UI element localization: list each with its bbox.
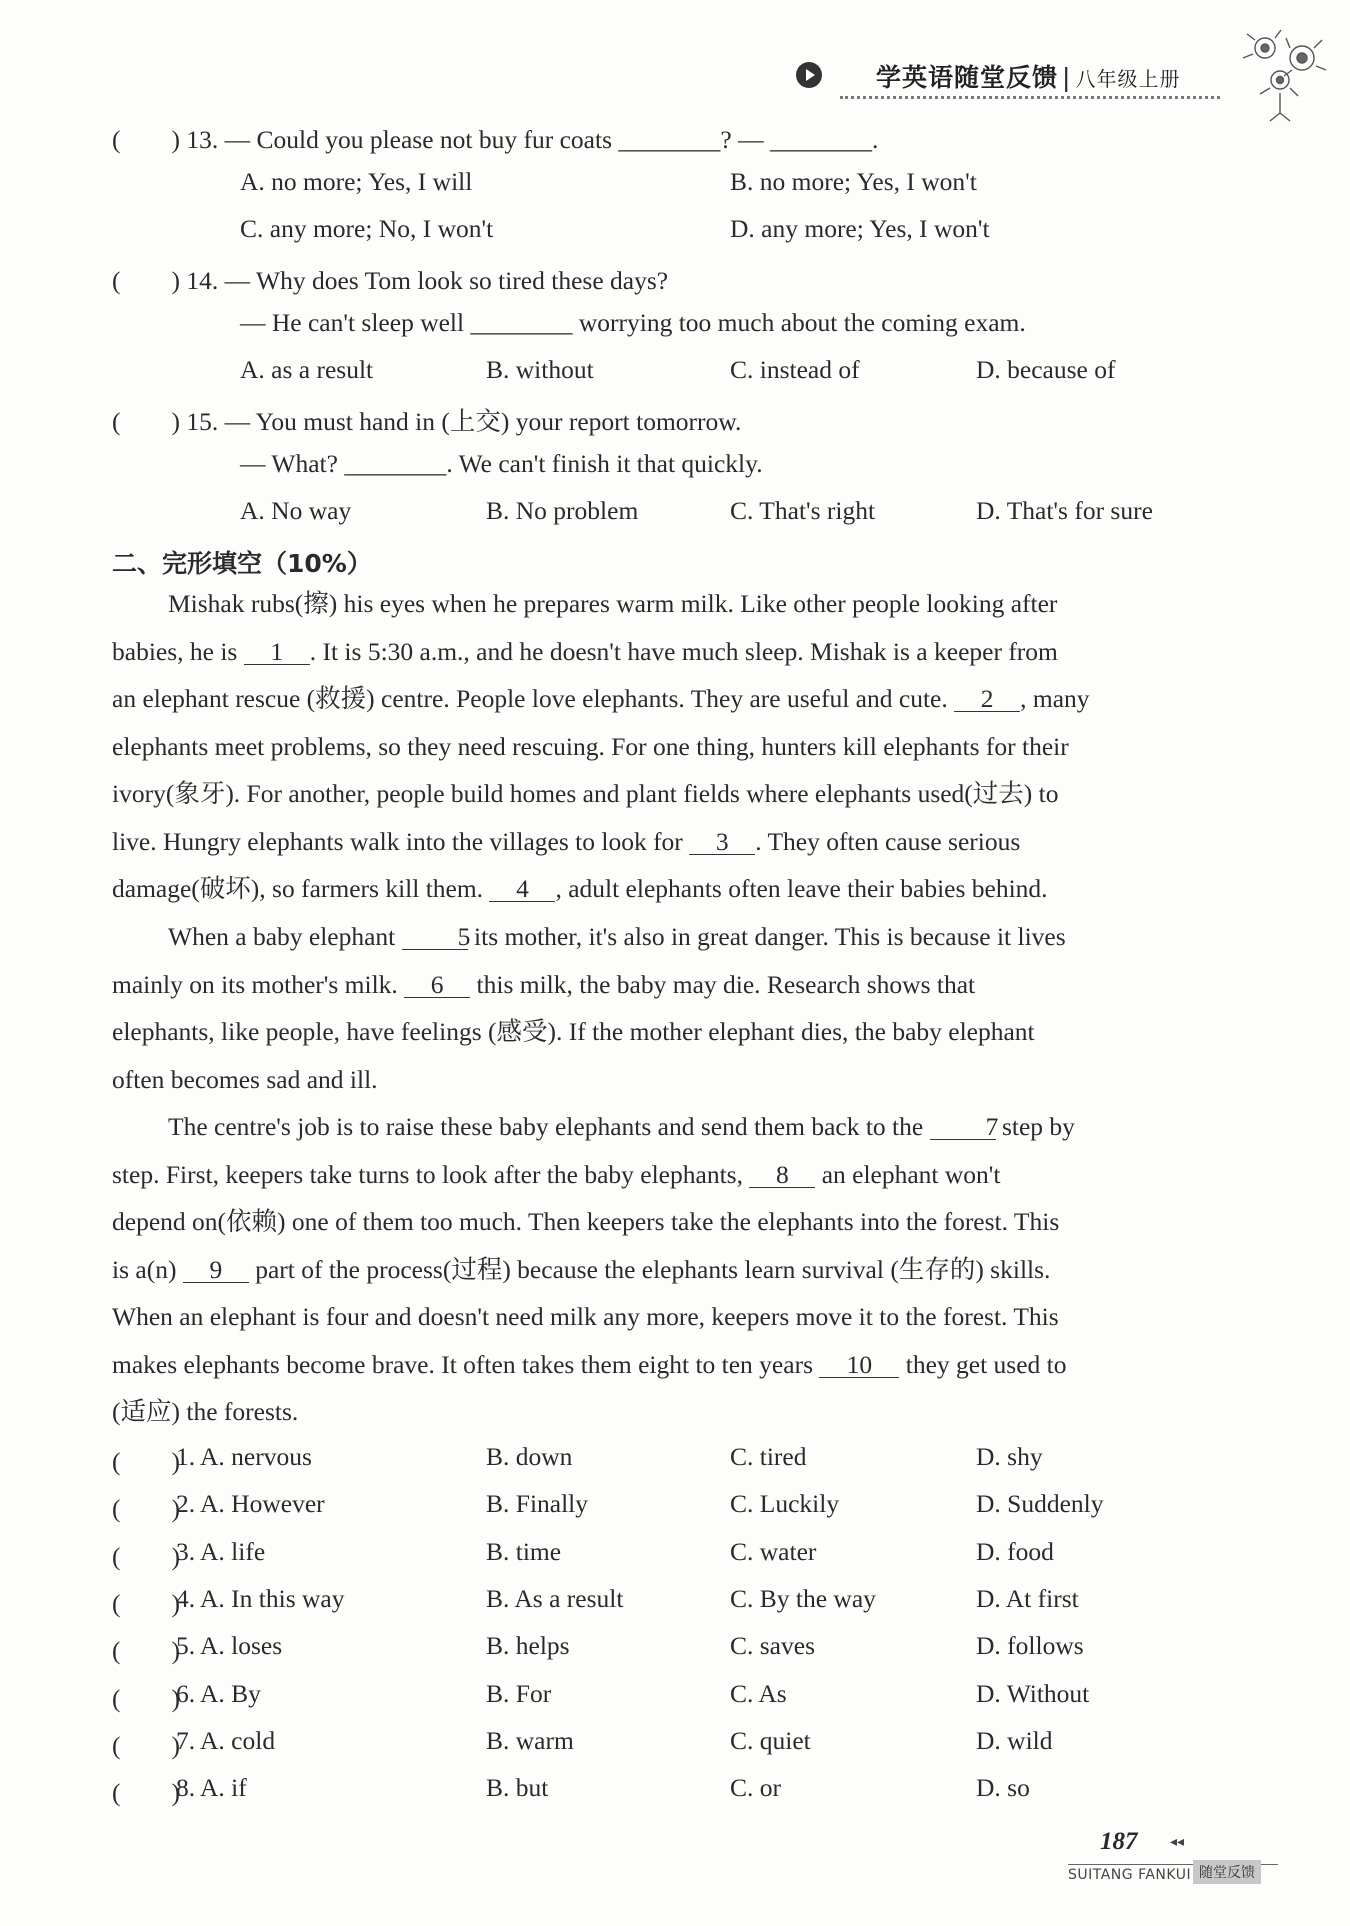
question-number: 14. (186, 266, 219, 295)
question-text: — Could you please not buy fur coats (224, 125, 619, 154)
passage-text: , adult elephants often leave their babies behind. (555, 874, 1048, 903)
question-number: 1. (176, 1442, 196, 1471)
question-text: . We can't finish it that quickly. (446, 449, 763, 478)
option-a: A. no more; Yes, I will (240, 167, 473, 196)
passage-text: The centre's job is to raise these baby elephants and send them back to the (168, 1112, 930, 1141)
question-text: — What? (240, 449, 345, 478)
passage-text: step. First, keepers take turns to look after the baby elephants, (112, 1159, 750, 1189)
passage-line: often becomes sad and ill. (112, 1064, 378, 1094)
cloze-blank-5[interactable]: 5 (402, 925, 468, 950)
cloze-blank-2[interactable]: 2 (954, 687, 1020, 712)
answer-paren[interactable]: ( ) (112, 1494, 180, 1524)
option-a: A. as a result (240, 355, 374, 384)
option-d: D. That's for sure (976, 496, 1153, 525)
page-header (790, 48, 1220, 108)
question-number: 4. (176, 1583, 196, 1613)
question-number: 8. (176, 1773, 196, 1803)
passage-text: an elephant rescue (救援) centre. People love elephants. They are useful and cute. (112, 684, 955, 713)
question-14 (112, 261, 668, 297)
passage-line: elephants, like people, have feelings (感受). If the mother elephant dies, the baby elephant (112, 1017, 1035, 1046)
option-d: D. so (976, 1773, 1030, 1803)
passage-line: (适应) the forests. (112, 1397, 299, 1426)
option-d: D. food (976, 1536, 1054, 1566)
passage-text: part of the process(过程) because the elephants learn survival (生存的) skills. (248, 1254, 1051, 1284)
section-title: 二、完形填空（10%） (112, 549, 372, 578)
option-c: C. saves (730, 1631, 815, 1661)
passage-text: live. Hungry elephants walk into the villages to look for (112, 826, 690, 856)
option-d: D. At first (976, 1583, 1079, 1613)
passage-line: depend on(依赖) one of them too much. Then keepers take the elephants into the forest. This (112, 1207, 1060, 1236)
option-b: B. no more; Yes, I won't (730, 167, 977, 196)
question-text: . (871, 125, 879, 154)
question-number: 6. (176, 1678, 196, 1708)
question-text: — He can't sleep well (240, 308, 471, 337)
question-number: 3. (176, 1536, 196, 1566)
answer-blank: ________ (470, 308, 573, 337)
option-a: A. life (200, 1536, 266, 1566)
answer-blank: ________ (618, 125, 721, 154)
option-b: B. but (486, 1773, 549, 1803)
option-b: B. warm (486, 1725, 574, 1755)
option-b: B. For (486, 1678, 552, 1708)
option-a: A. nervous (200, 1442, 312, 1471)
passage-line: ivory(象牙). For another, people build homes and plant fields where elephants used(过去) to (112, 779, 1059, 808)
option-c: C. By the way (730, 1583, 876, 1613)
passage-text: damage(破坏), so farmers kill them. (112, 874, 490, 903)
cloze-blank-8[interactable]: 8 (749, 1163, 815, 1188)
cloze-blank-9[interactable]: 9 (183, 1258, 249, 1283)
passage-line (112, 961, 1242, 1009)
question-text: — You must hand in (上交) your report tomorrow. (224, 407, 742, 436)
passage-text: its mother, it's also in great danger. This is because it lives (467, 922, 1066, 951)
option-b: B. Finally (486, 1489, 589, 1519)
dotted-rule (840, 96, 1220, 99)
passage-text: . It is 5:30 a.m., and he doesn't have much sleep. Mishak is a keeper from (309, 636, 1058, 666)
option-c: C. instead of (730, 355, 860, 384)
question-15 (112, 402, 741, 438)
option-b: B. without (486, 355, 594, 384)
question-number: 7. (176, 1725, 196, 1755)
passage-line: When an elephant is four and doesn't need milk any more, keepers move it to the forest. This (112, 1302, 1059, 1331)
header-title (876, 58, 1180, 94)
option-d: D. wild (976, 1725, 1053, 1755)
option-d: D. follows (976, 1631, 1084, 1661)
option-b: B. down (486, 1442, 573, 1471)
answer-paren[interactable]: ( ) (112, 1636, 180, 1666)
cloze-blank-3[interactable]: 3 (689, 830, 755, 855)
option-c: C. That's right (730, 496, 876, 525)
answer-paren[interactable]: ( ) (112, 266, 180, 295)
passage-line (112, 628, 1242, 676)
cloze-blank-1[interactable]: 1 (244, 640, 310, 665)
cloze-blank-6[interactable]: 6 (404, 973, 470, 998)
option-a: A. By (200, 1678, 261, 1708)
option-b: B. As a result (486, 1583, 624, 1613)
passage-text: , many (1020, 684, 1090, 713)
cloze-blank-10[interactable]: 10 (819, 1353, 899, 1378)
arrow-left-icon: ◂◂ (1170, 1835, 1185, 1850)
passage-text: step by (995, 1112, 1075, 1141)
passage-text: babies, he is (112, 636, 244, 666)
answer-paren[interactable]: ( ) (112, 125, 180, 154)
option-c: C. As (730, 1678, 787, 1708)
option-b: B. time (486, 1536, 562, 1566)
grade-label: 八年级上册 (1075, 67, 1181, 91)
option-a: A. In this way (200, 1583, 345, 1613)
option-a: A. loses (200, 1631, 283, 1661)
passage-line (112, 913, 1242, 961)
question-14-line2 (240, 308, 1026, 338)
answer-paren[interactable]: ( ) (112, 1588, 180, 1618)
passage-line (112, 1151, 1242, 1199)
passage-line (112, 865, 1242, 913)
answer-blank: ________ (344, 449, 447, 478)
answer-paren[interactable]: ( ) (112, 1730, 180, 1760)
play-icon (796, 62, 822, 88)
option-c: C. quiet (730, 1725, 811, 1755)
option-a: A. cold (200, 1725, 276, 1755)
option-b: B. No problem (486, 496, 639, 525)
passage-text: makes elephants become brave. It often takes them eight to ten years (112, 1349, 820, 1379)
option-a: A. However (200, 1489, 325, 1519)
passage-text: When a baby elephant (168, 922, 402, 951)
header-separator: | (1062, 63, 1072, 92)
passage-line: elephants meet problems, so they need rescuing. For one thing, hunters kill elephants for their (112, 731, 1069, 761)
cloze-blank-7[interactable]: 7 (930, 1115, 996, 1140)
option-c: C. Luckily (730, 1489, 840, 1519)
question-text: worrying too much about the coming exam. (572, 308, 1026, 337)
question-number: 13. (186, 125, 219, 154)
option-c: C. water (730, 1536, 817, 1566)
option-c: C. any more; No, I won't (240, 214, 494, 243)
sunflower-decoration-icon (1220, 18, 1340, 128)
option-a: A. No way (240, 496, 352, 525)
answer-paren[interactable]: ( ) (112, 407, 180, 436)
option-c: C. or (730, 1773, 781, 1803)
cloze-blank-4[interactable]: 4 (489, 877, 555, 902)
passage-text: . They often cause serious (755, 826, 1021, 856)
passage-text: this milk, the baby may die. Research shows that (470, 969, 976, 999)
page-number: 187 (1100, 1828, 1138, 1855)
option-d: D. any more; Yes, I won't (730, 214, 990, 243)
footer-brand-badge: 随堂反馈 (1193, 1860, 1261, 1884)
option-d: D. because of (976, 355, 1116, 384)
option-d: D. Suddenly (976, 1489, 1104, 1519)
answer-blank: ________ (769, 125, 872, 154)
passage-text: an elephant won't (815, 1159, 1001, 1189)
answer-paren[interactable]: ( ) (112, 1541, 180, 1571)
question-13 (112, 120, 878, 156)
passage-line (112, 1246, 1242, 1294)
question-number: 15. (186, 407, 219, 436)
question-number: 2. (176, 1489, 196, 1519)
option-a: A. if (200, 1773, 247, 1803)
passage-line (112, 818, 1242, 866)
question-text: ? — (720, 125, 770, 154)
option-b: B. helps (486, 1631, 570, 1661)
passage-paragraph-2 (112, 913, 1242, 1103)
passage-text: mainly on its mother's milk. (112, 969, 405, 999)
answer-paren[interactable]: ( ) (112, 1683, 180, 1713)
question-number: 5. (176, 1631, 196, 1661)
passage-line (112, 1341, 1242, 1389)
passage-line (112, 675, 1242, 723)
option-c: C. tired (730, 1442, 807, 1471)
passage-text: they get used to (899, 1349, 1067, 1379)
answer-paren[interactable]: ( ) (112, 1778, 180, 1808)
option-d: D. Without (976, 1678, 1090, 1708)
footer-brand-en: SUITANG FANKUI (1068, 1867, 1192, 1883)
passage-paragraph-3 (112, 1103, 1242, 1436)
question-text: — Why does Tom look so tired these days? (224, 266, 669, 295)
question-15-line2 (240, 449, 763, 479)
passage-text: is a(n) (112, 1254, 183, 1284)
passage-line (112, 1103, 1242, 1151)
passage-paragraph-1 (112, 580, 1242, 913)
option-d: D. shy (976, 1442, 1043, 1471)
passage-line: Mishak rubs(擦) his eyes when he prepares warm milk. Like other people looking after (168, 589, 1058, 618)
answer-paren[interactable]: ( ) (112, 1447, 180, 1476)
book-title: 学英语随堂反馈 (876, 63, 1059, 92)
